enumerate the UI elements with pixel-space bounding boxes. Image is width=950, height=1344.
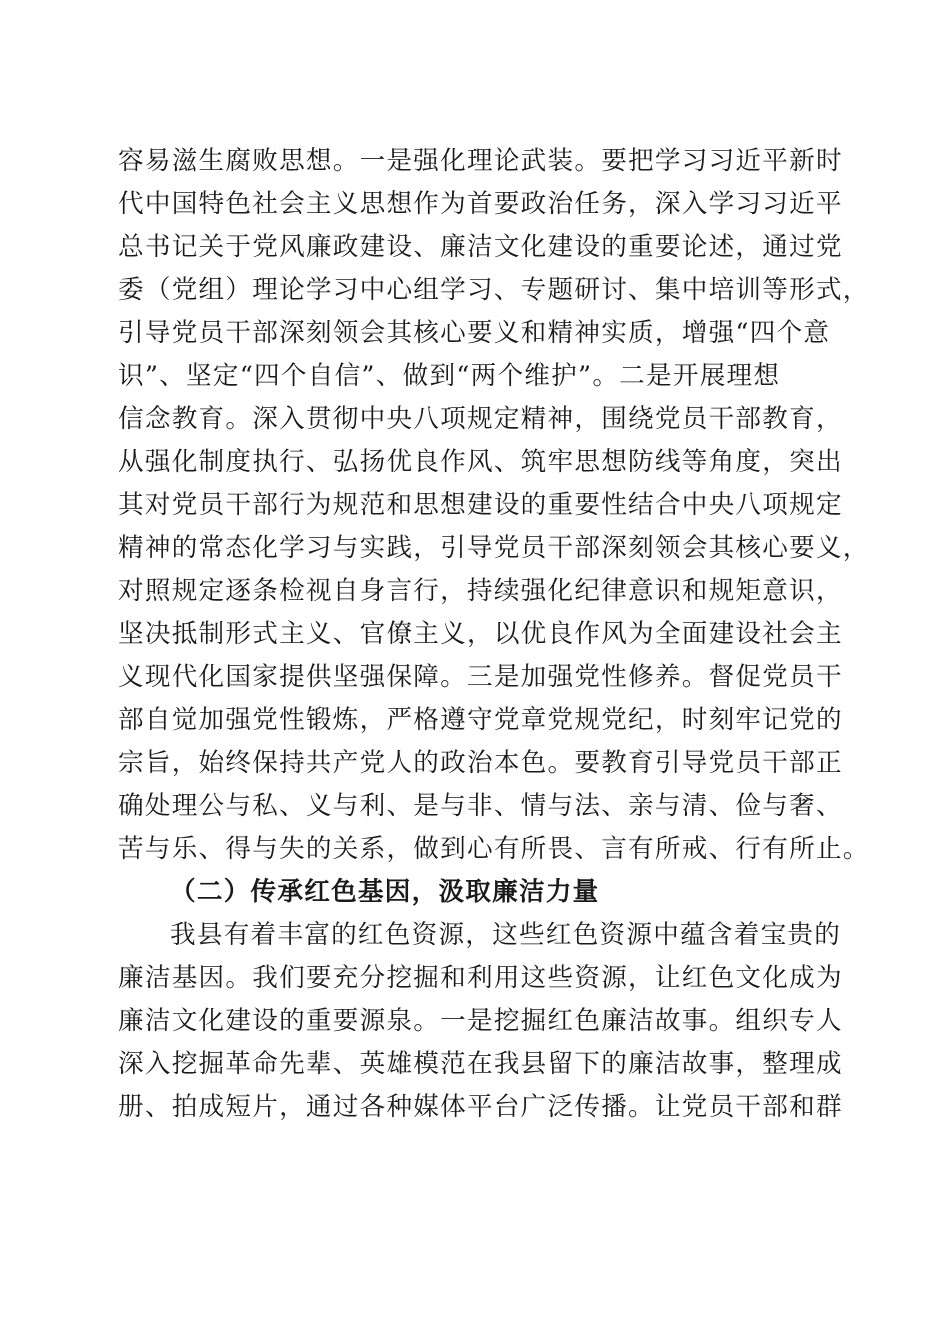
body-line: 引导党员干部深刻领会其核心要义和精神实质，增强“四个意 [118,318,831,348]
body-line: 义现代化国家提供坚强保障。三是加强党性修养。督促党员干 [118,662,843,692]
body-line: 廉洁文化建设的重要源泉。一是挖掘红色廉洁故事。组织专人 [118,1006,843,1036]
body-line: 我县有着丰富的红色资源，这些红色资源中蕴含着宝贵的 [170,920,842,950]
body-line: 册、拍成短片，通过各种媒体平台广泛传播。让党员干部和群 [118,1092,843,1122]
body-line: 其对党员干部行为规范和思想建设的重要性结合中央八项规定 [118,490,843,520]
body-line: 坚决抵制形式主义、官僚主义，以优良作风为全面建设社会主 [118,619,843,649]
body-line: 部自觉加强党性锻炼，严格遵守党章党规党纪，时刻牢记党的 [118,705,843,735]
section-heading: （二）传承红色基因，汲取廉洁力量 [170,877,600,907]
body-line: 容易滋生腐败思想。一是强化理论武装。要把学习习近平新时 [118,146,843,176]
body-line: 从强化制度执行、弘扬优良作风、筑牢思想防线等角度，突出 [118,447,843,477]
body-line: 廉洁基因。我们要充分挖掘和利用这些资源，让红色文化成为 [118,963,843,993]
body-line: 确处理公与私、义与利、是与非、情与法、亲与清、俭与奢、 [118,791,843,821]
body-line: 宗旨，始终保持共产党人的政治本色。要教育引导党员干部正 [118,748,843,778]
body-line: 深入挖掘革命先辈、英雄模范在我县留下的廉洁故事，整理成 [118,1049,843,1079]
body-line: 代中国特色社会主义思想作为首要政治任务，深入学习习近平 [118,189,843,219]
body-line: 总书记关于党风廉政建设、廉洁文化建设的重要论述，通过党 [118,232,843,262]
body-line: 对照规定逐条检视自身言行，持续强化纪律意识和规矩意识， [118,576,843,606]
body-line: 苦与乐、得与失的关系，做到心有所畏、言有所戒、行有所止。 [118,834,870,864]
body-line: 精神的常态化学习与实践，引导党员干部深刻领会其核心要义， [118,533,870,563]
body-line: 委（党组）理论学习中心组学习、专题研讨、集中培训等形式， [118,275,870,305]
body-line: 识”、坚定“四个自信”、做到“两个维护”。二是开展理想 [118,361,781,391]
body-line: 信念教育。深入贯彻中央八项规定精神，围绕党员干部教育， [118,404,843,434]
document-body [118,140,870,1129]
